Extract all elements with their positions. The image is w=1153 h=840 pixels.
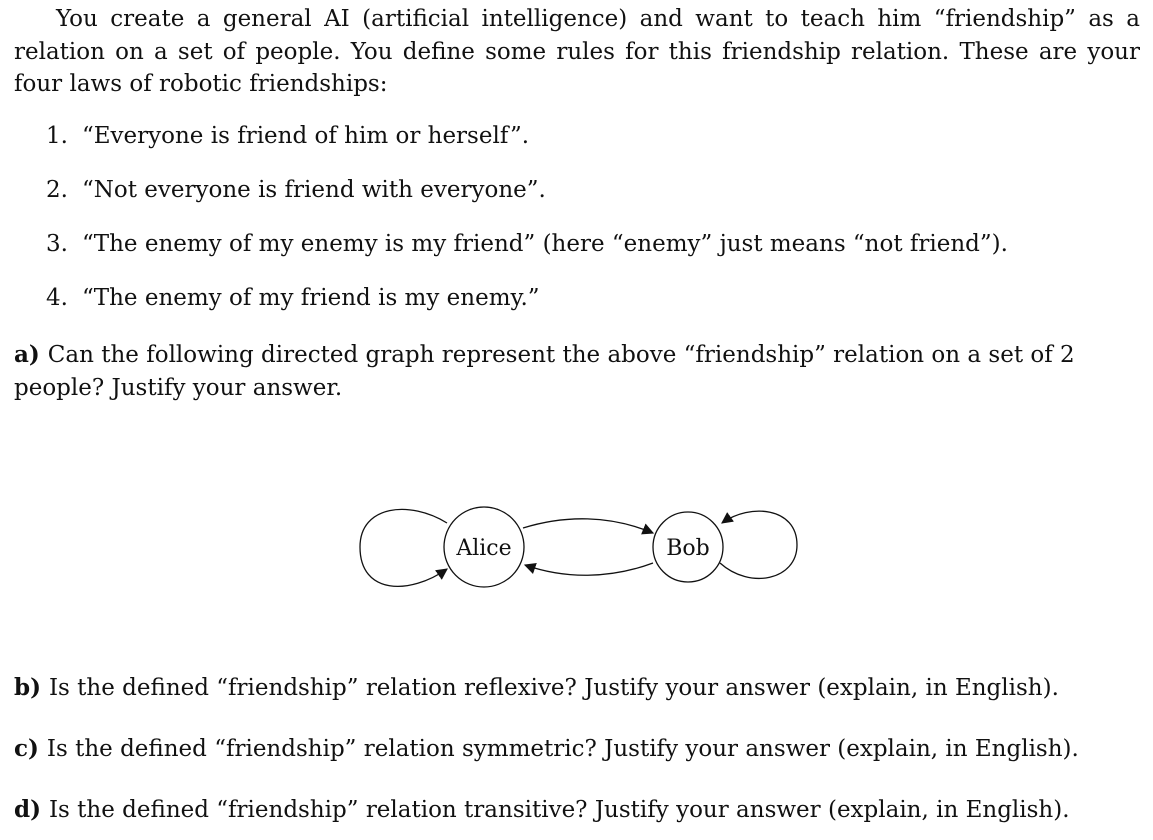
rule-text: “The enemy of my enemy is my friend” (here “enemy” just means “not friend”).	[82, 231, 1008, 257]
question-b	[14, 672, 1140, 705]
question-text: Is the defined “friendship” relation transitive? Justify your answer (explain, in English).	[48, 797, 1070, 823]
rule-item	[46, 123, 529, 149]
question-label: c)	[14, 735, 39, 762]
node-alice	[444, 507, 524, 587]
question-label: a)	[14, 341, 40, 368]
question-label: d)	[14, 796, 41, 823]
edge-bob-bob	[720, 511, 797, 578]
rule-number: 3.	[46, 231, 68, 257]
question-d	[14, 794, 1140, 827]
node-label: Alice	[456, 536, 512, 561]
rule-number: 4.	[46, 285, 68, 311]
rule-item	[46, 285, 540, 311]
edge-alice-alice	[360, 509, 447, 586]
rule-text: “Everyone is friend of him or herself”.	[82, 123, 530, 149]
rule-number: 2.	[46, 177, 68, 203]
question-text: Is the defined “friendship” relation symmetric? Justify your answer (explain, in English).	[46, 736, 1079, 762]
question-c	[14, 733, 1140, 766]
question-label: b)	[14, 674, 41, 701]
question-text: Can the following directed graph represent the above “friendship” relation on a set of 2 people? Justify your answer.	[14, 342, 1075, 401]
rule-text: “The enemy of my friend is my enemy.”	[82, 285, 540, 311]
node-bob	[653, 512, 723, 582]
friendship-graph	[350, 495, 810, 605]
node-label: Bob	[666, 536, 710, 561]
question-text: Is the defined “friendship” relation reflexive? Justify your answer (explain, in English).	[48, 675, 1059, 701]
intro-paragraph: You create a general AI (artificial intelligence) and want to teach him “friendship” as a relation on a set of people. You define some rules for this friendship relation. These are your four laws of robotic friendships:	[14, 6, 1140, 97]
edge-bob-alice	[525, 563, 653, 575]
rule-item	[46, 231, 1008, 257]
rule-number: 1.	[46, 123, 68, 149]
edge-alice-bob	[523, 519, 653, 533]
rule-text: “Not everyone is friend with everyone”.	[82, 177, 546, 203]
rule-item	[46, 177, 546, 203]
question-a	[14, 339, 1140, 404]
